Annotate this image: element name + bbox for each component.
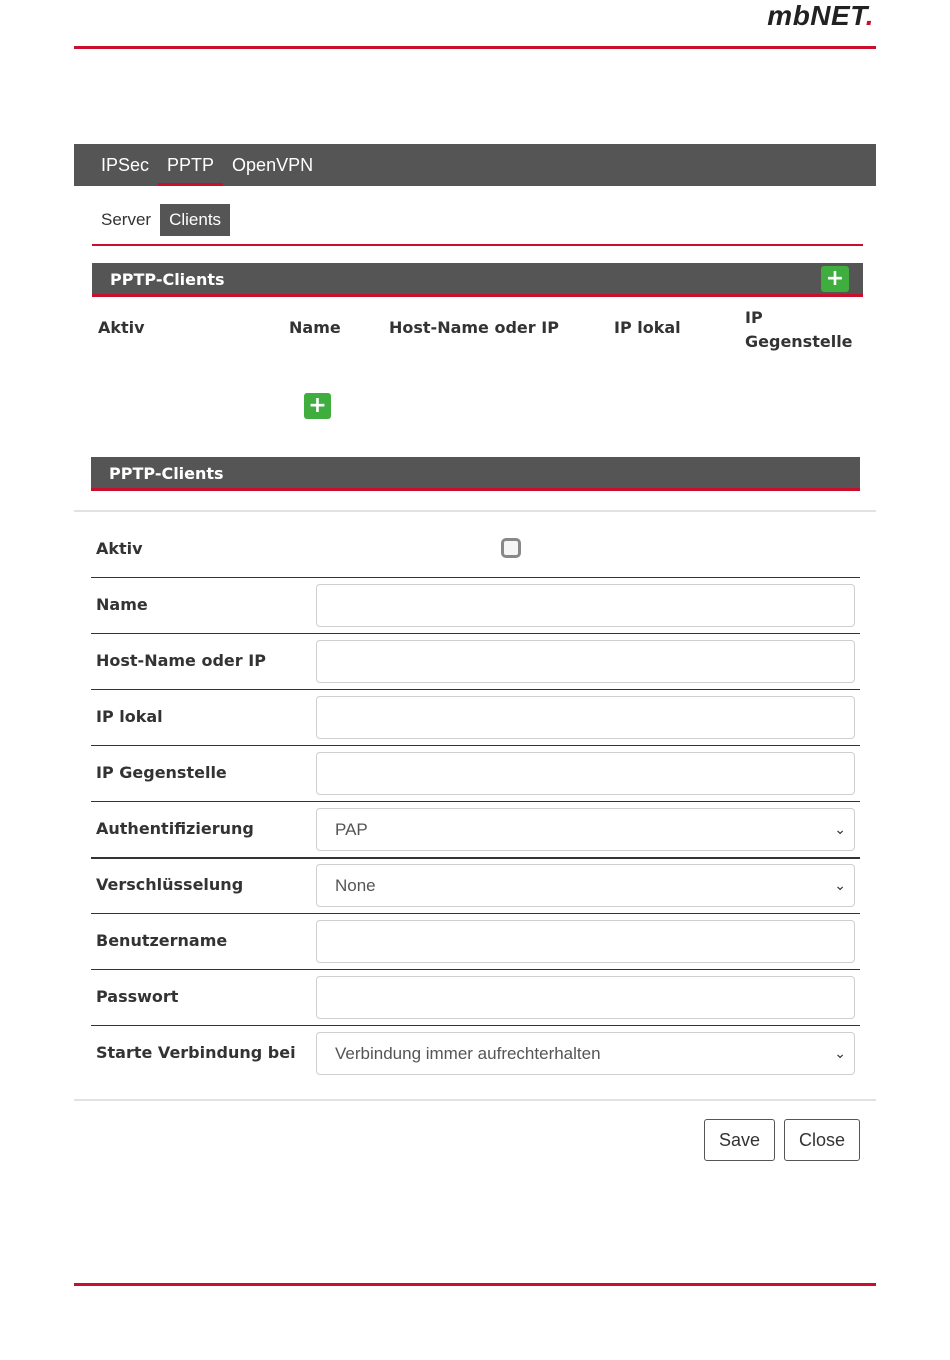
selected-value: Verbindung immer aufrechterhalten [335,1044,601,1063]
label-starte-verbindung: Starte Verbindung bei [96,1043,296,1062]
host-input[interactable] [316,640,855,683]
row-aktiv [91,521,860,578]
row-benutzername [91,913,860,970]
label-benutzername: Benutzername [96,931,228,950]
pptp-clients-form-header [91,457,860,491]
footer-divider [74,1283,876,1286]
ip-lokal-input[interactable] [316,696,855,739]
column-ip-gegenstelle: IP Gegenstelle [745,308,853,351]
verschluesselung-select[interactable] [316,864,855,907]
label-name: Name [96,595,148,614]
tab-ipsec[interactable]: IPSec [101,155,150,175]
label-aktiv: Aktiv [96,539,143,558]
row-name [91,577,860,634]
header-divider [74,46,876,49]
pptp-clients-list-header [92,263,863,297]
add-client-button[interactable] [304,393,331,419]
label-passwort: Passwort [96,987,179,1006]
sub-tab-bar [92,204,863,246]
label-verschluesselung: Verschlüsselung [96,875,244,894]
section-title: PPTP-Clients [109,464,224,483]
chevron-down-icon: ⌄ [834,877,846,893]
label-ip-gegenstelle: IP Gegenstelle [96,763,227,782]
row-passwort [91,969,860,1026]
save-button[interactable]: Save [704,1119,775,1161]
section-title: PPTP-Clients [110,270,225,289]
selected-value: None [335,876,376,895]
benutzername-input[interactable] [316,920,855,963]
close-button[interactable]: Close [784,1119,860,1161]
plus-icon: + [825,266,845,291]
main-tab-bar [74,144,876,186]
name-input[interactable] [316,584,855,627]
form-divider-bottom [74,1099,876,1101]
starte-verbindung-select[interactable] [316,1032,855,1075]
row-host [91,633,860,690]
tab-pptp[interactable]: PPTP [158,144,223,186]
label-ip-lokal: IP lokal [96,707,163,726]
row-ip-lokal [91,689,860,746]
chevron-down-icon: ⌄ [834,1045,846,1061]
column-ip-lokal: IP lokal [614,318,681,337]
authentifizierung-select[interactable] [316,808,855,851]
row-authentifizierung [91,801,860,859]
plus-icon: + [308,393,327,418]
label-authentifizierung: Authentifizierung [96,819,254,838]
aktiv-checkbox[interactable] [501,538,521,558]
row-ip-gegenstelle [91,745,860,802]
row-verschluesselung [91,857,860,914]
add-client-header-button[interactable] [821,266,849,292]
subtab-clients[interactable]: Clients [160,204,230,236]
column-host: Host-Name oder IP [389,318,559,337]
passwort-input[interactable] [316,976,855,1019]
mbnet-logo: mbNET. [767,0,874,31]
row-starte-verbindung [91,1025,860,1081]
selected-value: PAP [335,820,368,839]
form-divider-top [74,510,876,512]
column-aktiv: Aktiv [98,318,145,337]
subtab-server[interactable]: Server [101,210,152,229]
chevron-down-icon: ⌄ [834,821,846,837]
column-name: Name [289,318,341,337]
tab-openvpn[interactable]: OpenVPN [232,155,314,175]
label-host: Host-Name oder IP [96,651,266,670]
ip-gegenstelle-input[interactable] [316,752,855,795]
